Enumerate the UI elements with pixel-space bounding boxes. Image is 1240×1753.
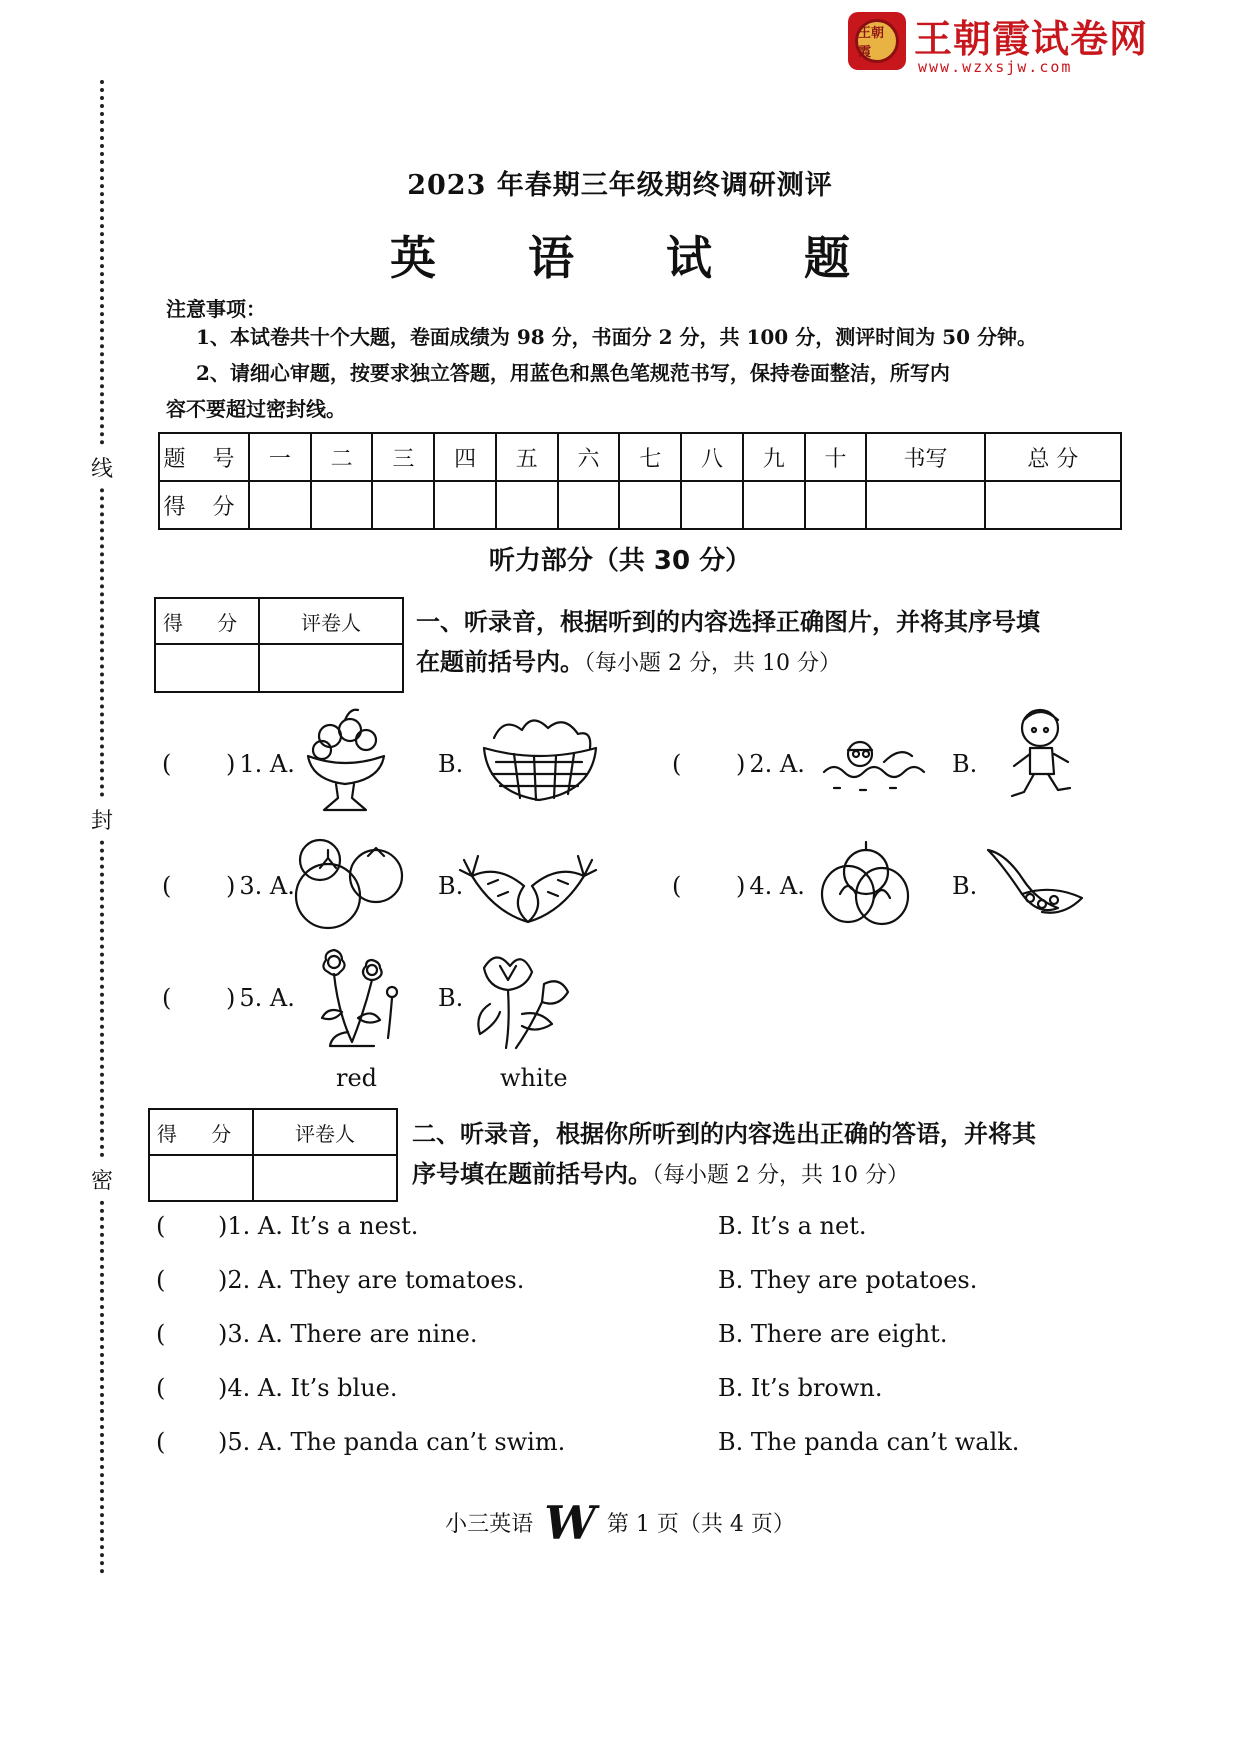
score-cell[interactable]	[372, 481, 434, 529]
score-cell[interactable]	[249, 481, 311, 529]
s1-q2-b-label: B.	[952, 750, 978, 778]
score-cell[interactable]	[985, 481, 1121, 529]
vegetable-basket-icon	[474, 708, 604, 808]
s2-question-row	[156, 1374, 1056, 1404]
grader-score-cell[interactable]	[149, 1155, 253, 1201]
binding-label-xian: 线	[90, 448, 114, 487]
s2-q2-option-a: )2. A. They are tomatoes.	[218, 1266, 525, 1294]
section1-title: 一、听录音，根据听到的内容选择正确图片，并将其序号填 在题前括号内。（每小题 2 分，共 10 分）	[416, 608, 1040, 676]
score-table-row-label: 题 号	[159, 433, 249, 481]
grader-name-label: 评卷人	[259, 598, 403, 644]
note-item: 2、请细心审题，按要求独立答题，用蓝色和黑色笔规范书写，保持卷面整洁，所写内	[196, 361, 950, 385]
logo-badge-icon: 王朝霞	[848, 12, 906, 70]
s2-q1-option-b: B. It’s a net.	[718, 1212, 867, 1240]
score-col-header: 四	[434, 433, 496, 481]
logo-title: 王朝霞试卷网	[914, 17, 1149, 61]
s1-q3-paren-open: (	[162, 872, 172, 900]
s2-q5-paren[interactable]: (	[156, 1428, 166, 1456]
score-col-header: 五	[496, 433, 558, 481]
section2-points: （每小题 2 分，共 10 分）	[652, 1163, 909, 1188]
s2-question-row	[156, 1428, 1056, 1458]
s2-q3-option-b: B. There are eight.	[718, 1320, 948, 1348]
score-cell[interactable]	[866, 481, 984, 529]
s1-q1-b-label: B.	[438, 750, 464, 778]
s2-question-row	[156, 1320, 1056, 1350]
score-col-header: 二	[311, 433, 373, 481]
section2-title: 二、听录音，根据你所听到的内容选出正确的答语，并将其 序号填在题前括号内。（每小题 2 分，共 10 分）	[412, 1120, 1036, 1188]
note-item: 1、本试卷共十个大题，卷面成绩为 98 分，书面分 2 分，共 100 分，测评时间为 50 分钟。	[196, 325, 1037, 349]
grader-name-cell[interactable]	[253, 1155, 397, 1201]
footer-page-number: 第 1 页（共 4 页）	[606, 1512, 795, 1537]
binding-label-mi: 密	[90, 1160, 114, 1199]
score-cell[interactable]	[496, 481, 558, 529]
score-cell[interactable]	[311, 481, 373, 529]
score-table	[158, 432, 1122, 530]
s2-q3-paren[interactable]: (	[156, 1320, 166, 1348]
tomatoes-icon	[290, 834, 410, 934]
green-beans-icon	[982, 844, 1092, 924]
s1-q2-paren-open: (	[672, 750, 682, 778]
s1-q5-paren-open: (	[162, 984, 172, 1012]
s2-question-row	[156, 1212, 1056, 1242]
score-cell[interactable]	[743, 481, 805, 529]
s2-q4-option-b: B. It’s brown.	[718, 1374, 883, 1402]
score-cell[interactable]	[805, 481, 867, 529]
logo-url: www.wzxsjw.com	[918, 58, 1073, 76]
q5-caption-b: white	[500, 1064, 568, 1092]
score-cell[interactable]	[434, 481, 496, 529]
subject-title: 英 语 试 题	[389, 231, 889, 285]
grader-name-label: 评卷人	[253, 1109, 397, 1155]
carrots-icon	[458, 846, 598, 926]
grader-name-cell[interactable]	[259, 644, 403, 692]
s2-question-row	[156, 1266, 1056, 1296]
s1-q3-b-label: B.	[438, 872, 464, 900]
score-col-header: 三	[372, 433, 434, 481]
s2-q5-option-b: B. The panda can’t walk.	[718, 1428, 1020, 1456]
section1-points: （每小题 2 分，共 10 分）	[584, 651, 841, 676]
onions-icon	[818, 838, 914, 934]
running-boy-icon	[1000, 704, 1080, 804]
score-col-header: 一	[249, 433, 311, 481]
s1-q5-b-label: B.	[438, 984, 464, 1012]
score-col-header: 九	[743, 433, 805, 481]
exam-title: 2023 年春期三年级期终调研测评	[407, 170, 833, 201]
s2-q2-option-b: B. They are potatoes.	[718, 1266, 978, 1294]
note-item: 容不要超过密封线。	[166, 397, 346, 421]
grader-score-label: 得 分	[155, 598, 259, 644]
score-table-score-row	[159, 481, 1121, 529]
s2-q1-option-a: )1. A. It’s a nest.	[218, 1212, 419, 1240]
footer-subject: 小三英语	[445, 1512, 534, 1537]
score-col-header: 书写	[866, 433, 984, 481]
s2-q4-paren[interactable]: (	[156, 1374, 166, 1402]
grader-box-section2	[148, 1108, 398, 1202]
footer-w-mark: W	[544, 1496, 596, 1550]
fruit-bowl-icon	[300, 706, 390, 816]
score-col-header: 七	[619, 433, 681, 481]
page-footer	[0, 1496, 1240, 1550]
s2-q4-option-a: )4. A. It’s blue.	[218, 1374, 398, 1402]
score-col-header: 十	[805, 433, 867, 481]
notes-heading: 注意事项：	[166, 297, 266, 321]
site-logo	[848, 8, 1188, 78]
grader-score-cell[interactable]	[155, 644, 259, 692]
s1-q3-num: ) 3. A.	[226, 872, 295, 900]
grader-score-label: 得 分	[149, 1109, 253, 1155]
listening-heading: 听力部分（共 30 分）	[488, 546, 752, 576]
lilies-icon	[460, 944, 580, 1054]
score-table-header-row	[159, 433, 1121, 481]
grader-box-section1	[154, 597, 404, 693]
score-col-header: 八	[681, 433, 743, 481]
binding-label-feng: 封	[90, 800, 114, 839]
s2-q1-paren[interactable]: (	[156, 1212, 166, 1240]
q5-caption-a: red	[336, 1064, 378, 1092]
s1-q2-num: ) 2. A.	[736, 750, 805, 778]
score-col-header: 总 分	[985, 433, 1121, 481]
s2-q2-paren[interactable]: (	[156, 1266, 166, 1294]
s1-q4-b-label: B.	[952, 872, 978, 900]
s1-q4-paren-open: (	[672, 872, 682, 900]
s2-q5-option-a: )5. A. The panda can’t swim.	[218, 1428, 566, 1456]
score-cell[interactable]	[619, 481, 681, 529]
s1-q1-paren-open: (	[162, 750, 172, 778]
swimming-boy-icon	[820, 732, 930, 802]
s1-q1-num: ) 1. A.	[226, 750, 295, 778]
score-table-row-label: 得 分	[159, 481, 249, 529]
score-cell[interactable]	[681, 481, 743, 529]
flowers-icon	[308, 942, 408, 1052]
score-cell[interactable]	[558, 481, 620, 529]
s1-q5-num: ) 5. A.	[226, 984, 295, 1012]
score-col-header: 六	[558, 433, 620, 481]
s2-q3-option-a: )3. A. There are nine.	[218, 1320, 478, 1348]
s1-q4-num: ) 4. A.	[736, 872, 805, 900]
